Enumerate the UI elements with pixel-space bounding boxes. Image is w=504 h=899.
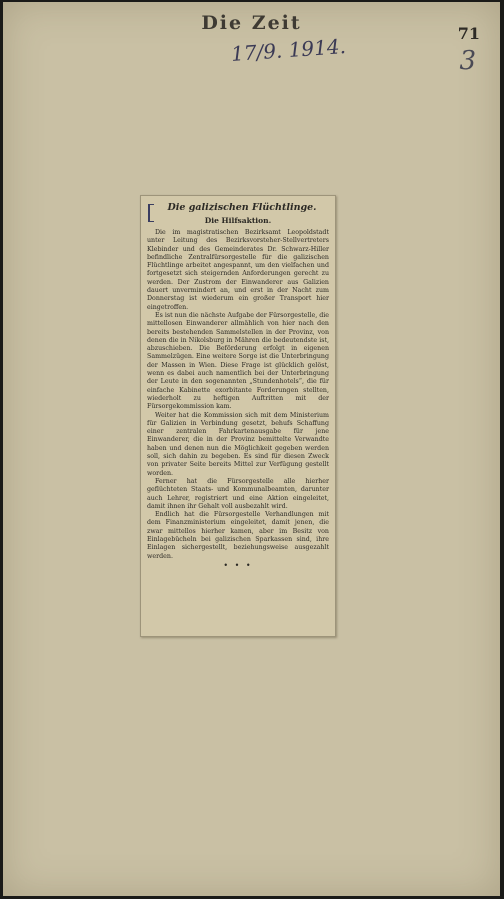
newspaper-clipping (140, 195, 336, 637)
handwritten-number: 3 (459, 46, 476, 76)
handwritten-date: 17/9. 1914. (230, 34, 347, 66)
document-page (3, 2, 500, 896)
page-number: 71 (457, 24, 480, 43)
article-subtitle: Die Hilfsaktion. (204, 216, 272, 225)
article-paragraph: Endlich hat die Fürsorgestelle Verhandlungen mit dem Finanzministerium eingeleitet, damit jenen, die zwar mittellos hierher kamen, aber im Besitz von Einlagebücheln bei galizischen Sparkassen sind, ihre Einlagen sichergestellt, beziehungsweise ausgezahlt werden. (147, 511, 329, 560)
article-paragraph: Es ist nun die nächste Aufgabe der Fürsorgestelle, die mittellosen Einwanderer allmählich von hier nach den bereits bestehenden Sammelstellen in der Provinz, von denen die in Nikolsburg in Mähren die bedeutendste ist, abzuschieben. Die Beförderung erfolgt in eigenen Sammelzügen. Eine weitere Sorge ist die Unterbringung der Massen in Wien. Diese Frage ist glücklich gelöst, wenn es dabei auch namentlich bei der Unterbringung der Leute in den sogenannten „Stundenhotels“, die für einfache Kabinette exorbitante Forderungen stellten, wiederholt zu heftigen Auftritten mit der Fürsorgekommission kam. (147, 311, 329, 411)
article-paragraph: Weiter hat die Kommission sich mit dem Ministerium für Galizien in Verbindung gesetzt, behufs Schaffung einer zentralen Fahrkartenausgabe für jene Einwanderer, die in der Provinz bemittelte Verwandte haben und denen nun die Möglichkeit gegeben werden soll, sich dahin zu begeben. Es sind für diesen Zweck von privater Seite bereits Mittel zur Verfügung gestellt worden. (147, 411, 329, 477)
article-body (147, 229, 329, 561)
article-paragraph: Ferner hat die Fürsorgestelle alle hierher geflüchteten Staats- und Kommunalbeamten, darunter auch Lehrer, registriert und eine Aktion eingeleitet, damit ihnen ihr Gehalt voll ausbezahlt wird. (147, 477, 329, 510)
article-paragraph: Die im magistratischen Bezirksamt Leopoldstadt unter Leitung des Bezirksvorsteher-Stellvertreters Klebinder und des Gemeinderates Dr. Schwarz-Hiller befindliche Zentralfürsorgestelle für die galizischen Flüchtlinge arbeitet angespannt, um den vielfachen und fortgesetzt sich steigernden Anforderungen gerecht zu werden. Der Zustrom der Einwanderer aus Galizien dauert unvermindert an, und erst in der Nacht zum Donnerstag ist wiederum ein großer Transport hier eingetroffen. (147, 229, 329, 311)
article-end-mark: • • • (223, 560, 253, 570)
ink-bracket-mark (148, 204, 154, 222)
newspaper-title: Die Zeit (201, 12, 302, 34)
article-title: Die galizischen Flüchtlinge. (167, 202, 317, 213)
